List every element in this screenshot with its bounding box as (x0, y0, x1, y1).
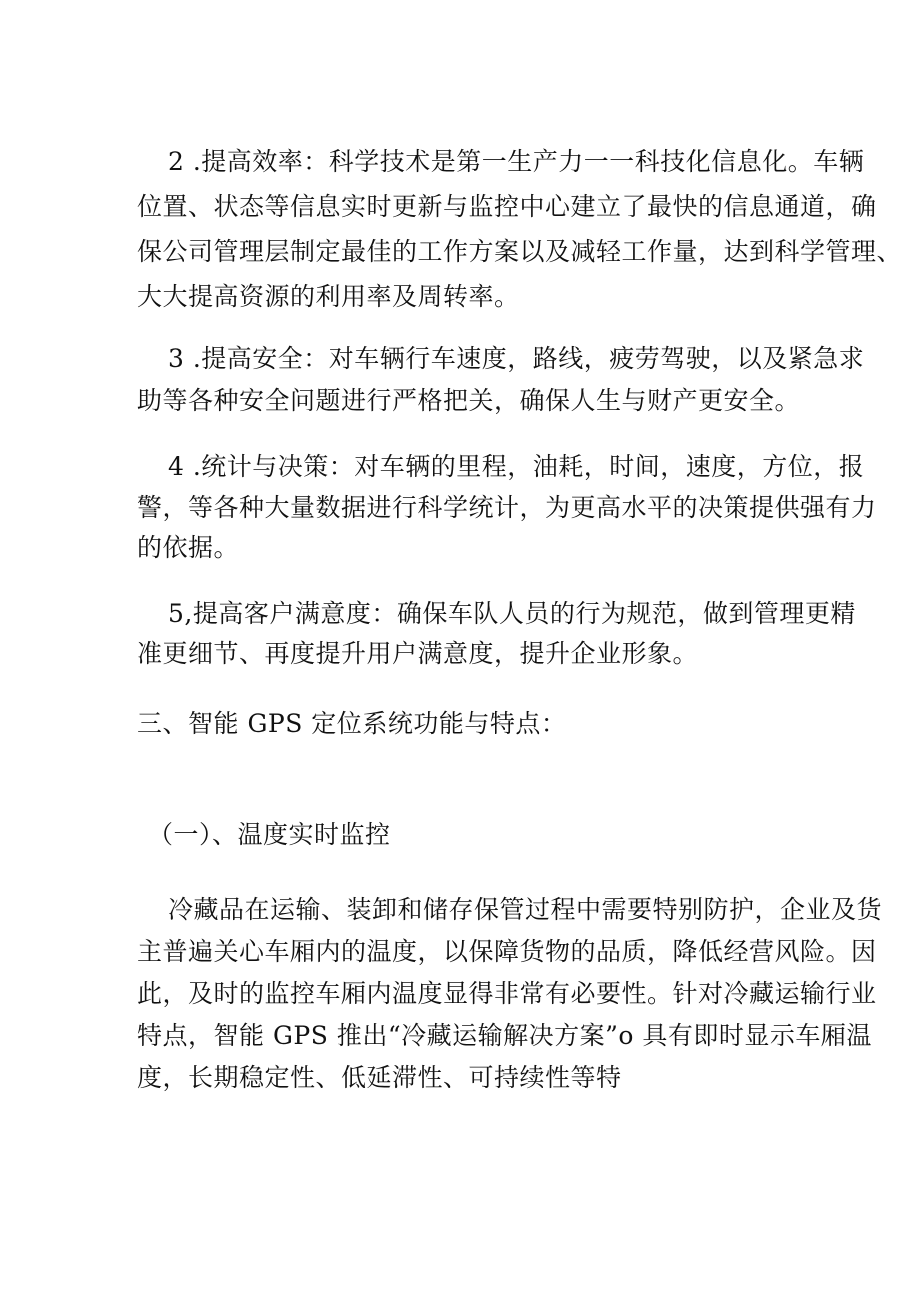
paragraph-line: 助等各种安全问题进行严格把关，确保人生与财产更安全。 (137, 386, 801, 415)
paragraph-line: 4 .统计与决策：对车辆的里程，油耗，时间，速度，方位，报 (168, 452, 865, 481)
paragraph-line: 2 .提高效率：科学技术是第一生产力一一科技化信息化。车辆 (168, 147, 865, 176)
paragraph-line: 警，等各种大量数据进行科学统计，为更高水平的决策提供强有力 (137, 493, 877, 522)
paragraph-line: 的依据。 (137, 533, 240, 562)
paragraph-line: 准更细节、再度提升用户满意度，提升企业形象。 (137, 639, 699, 668)
paragraph-line: 5,提高客户满意度：确保车队人员的行为规范，做到管理更精 (168, 599, 856, 628)
subsection-heading: （一）、温度实时监控 (148, 820, 391, 849)
paragraph-line: 3 .提高安全：对车辆行车速度，路线，疲劳驾驶，以及紧急求 (168, 344, 865, 373)
section-heading: 三、智能 GPS 定位系统功能与特点： (137, 709, 567, 738)
paragraph-line: 位置、状态等信息实时更新与监控中心建立了最快的信息通道，确 (137, 192, 877, 221)
paragraph-line: 大大提高资源的利用率及周转率。 (137, 282, 520, 311)
paragraph-line: 度，长期稳定性、低延滞性、可持续性等特 (137, 1063, 622, 1092)
paragraph-line: 此，及时的监控车厢内温度显得非常有必要性。针对冷藏运输行业 (137, 979, 877, 1008)
paragraph-line: 冷藏品在运输、装卸和储存保管过程中需要特别防护，企业及货 (168, 895, 883, 924)
paragraph-line: 主普遍关心车厢内的温度，以保障货物的品质，降低经营风险。因 (137, 937, 877, 966)
paragraph-line: 保公司管理层制定最佳的工作方案以及减轻工作量，达到科学管理、 (137, 237, 903, 266)
paragraph-line: 特点，智能 GPS 推出“冷藏运输解决方案”o 具有即时显示车厢温 (137, 1021, 872, 1050)
